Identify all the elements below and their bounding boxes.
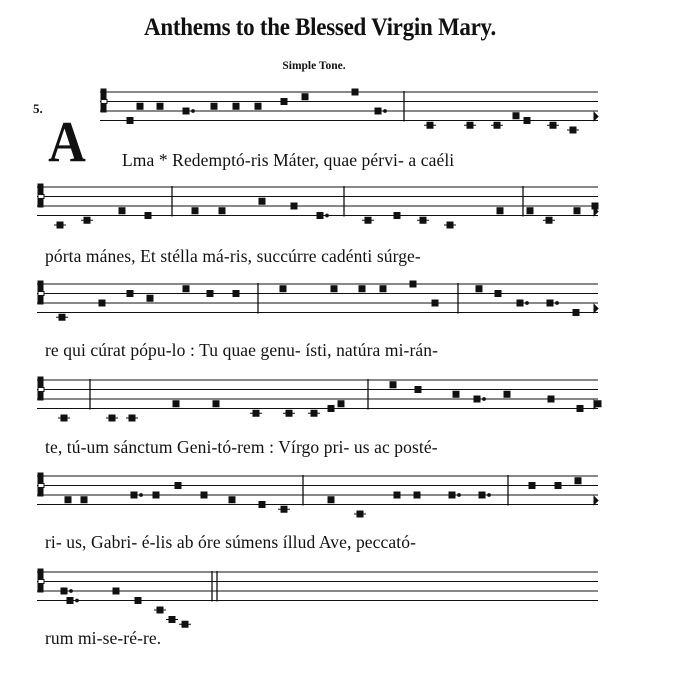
chant-note bbox=[147, 295, 153, 301]
lyric-line-5: ri- us, Gabri- é-lis ab óre súmens íllud Ave, peccató- bbox=[45, 532, 417, 552]
custos bbox=[594, 113, 598, 121]
chant-note bbox=[479, 492, 485, 498]
chant-note bbox=[328, 406, 334, 412]
chant-note bbox=[291, 203, 297, 209]
chant-note bbox=[410, 281, 416, 287]
chant-note bbox=[302, 94, 308, 100]
chant-note bbox=[280, 286, 286, 292]
chant-note bbox=[173, 401, 179, 407]
lyric-line-3: re qui cúrat pópu-lo : Tu quae genu- ísti, natúra mi-rán- bbox=[45, 340, 439, 360]
mora-dot bbox=[526, 302, 529, 305]
chant-note bbox=[328, 497, 334, 503]
chant-note bbox=[317, 213, 323, 219]
chant-note bbox=[259, 198, 265, 204]
custos bbox=[594, 497, 598, 505]
chant-note bbox=[529, 483, 535, 489]
chant-note bbox=[476, 286, 482, 292]
chant-note bbox=[81, 497, 87, 503]
mora-dot bbox=[326, 214, 329, 217]
chant-note bbox=[229, 497, 235, 503]
chant-note bbox=[495, 291, 501, 297]
chant-note bbox=[175, 483, 181, 489]
chant-note bbox=[99, 300, 105, 306]
chant-note bbox=[432, 300, 438, 306]
chant-note bbox=[453, 391, 459, 397]
chant-note bbox=[524, 118, 530, 124]
mora-dot bbox=[70, 590, 73, 593]
chant-note bbox=[575, 478, 581, 484]
mora-dot bbox=[556, 302, 559, 305]
chant-note bbox=[504, 391, 510, 397]
chant-note bbox=[555, 483, 561, 489]
chant-note bbox=[113, 588, 119, 594]
chant-note bbox=[211, 103, 217, 109]
clef-gap bbox=[38, 484, 44, 488]
chant-note bbox=[595, 401, 601, 407]
chant-note bbox=[135, 598, 141, 604]
mora-dot bbox=[76, 599, 79, 602]
chant-note bbox=[527, 208, 533, 214]
chant-note bbox=[281, 99, 287, 105]
chant-note bbox=[201, 492, 207, 498]
chant-note bbox=[183, 286, 189, 292]
chant-note bbox=[375, 108, 381, 114]
chant-note bbox=[449, 492, 455, 498]
chant-note bbox=[359, 286, 365, 292]
chant-note bbox=[137, 103, 143, 109]
chant-note bbox=[157, 103, 163, 109]
chant-note bbox=[127, 291, 133, 297]
chant-note bbox=[352, 89, 358, 95]
mora-dot bbox=[140, 494, 143, 497]
chant-note bbox=[127, 118, 133, 124]
mora-dot bbox=[488, 494, 491, 497]
chant-note bbox=[517, 300, 523, 306]
chant-note bbox=[65, 497, 71, 503]
chant-note bbox=[331, 286, 337, 292]
custos bbox=[594, 305, 598, 313]
clef-gap bbox=[38, 292, 44, 296]
chant-note bbox=[577, 406, 583, 412]
chant-note bbox=[380, 286, 386, 292]
chant-note bbox=[390, 382, 396, 388]
chant-note bbox=[233, 103, 239, 109]
chant-note bbox=[255, 103, 261, 109]
chant-note bbox=[145, 213, 151, 219]
chant-note bbox=[592, 203, 598, 209]
chant-note bbox=[192, 208, 198, 214]
chant-note bbox=[394, 492, 400, 498]
mora-dot bbox=[384, 110, 387, 113]
chant-note bbox=[61, 588, 67, 594]
chant-note bbox=[233, 291, 239, 297]
lyric-line-6: rum mi-se-ré-re. bbox=[45, 628, 162, 648]
page-title: Anthems to the Blessed Virgin Mary. bbox=[144, 14, 496, 41]
chant-note bbox=[219, 208, 225, 214]
chant-note bbox=[131, 492, 137, 498]
mora-dot bbox=[483, 398, 486, 401]
mora-dot bbox=[458, 494, 461, 497]
lyric-line-2: pórta mánes, Et stélla má-ris, succúrre cadénti súrge- bbox=[45, 246, 421, 266]
chant-note bbox=[183, 108, 189, 114]
chant-note bbox=[67, 598, 73, 604]
clef-gap bbox=[101, 100, 107, 104]
chant-note bbox=[414, 492, 420, 498]
chant-note bbox=[119, 208, 125, 214]
chant-note bbox=[394, 213, 400, 219]
lyric-line-1: Lma * Redemptó-ris Máter, quae pérvi- a caéli bbox=[122, 150, 455, 170]
chant-note bbox=[513, 113, 519, 119]
chant-note bbox=[213, 401, 219, 407]
chant-note bbox=[573, 310, 579, 316]
chant-note bbox=[338, 401, 344, 407]
chant-note bbox=[548, 396, 554, 402]
chant-number: 5. bbox=[33, 101, 43, 116]
chant-note bbox=[207, 291, 213, 297]
page-subtitle: Simple Tone. bbox=[282, 60, 346, 72]
mora-dot bbox=[192, 110, 195, 113]
chant-note bbox=[415, 387, 421, 393]
chant-note bbox=[259, 502, 265, 508]
chant-note bbox=[574, 208, 580, 214]
chant-note bbox=[474, 396, 480, 402]
clef-gap bbox=[38, 580, 44, 584]
chant-note bbox=[547, 300, 553, 306]
chant-note bbox=[497, 208, 503, 214]
lyric-line-4: te, tú-um sánctum Geni-tó-rem : Vírgo pri- us ac posté- bbox=[45, 437, 438, 457]
clef-gap bbox=[38, 388, 44, 392]
clef-gap bbox=[38, 195, 44, 199]
chant-note bbox=[153, 492, 159, 498]
initial-letter: A bbox=[48, 109, 86, 174]
